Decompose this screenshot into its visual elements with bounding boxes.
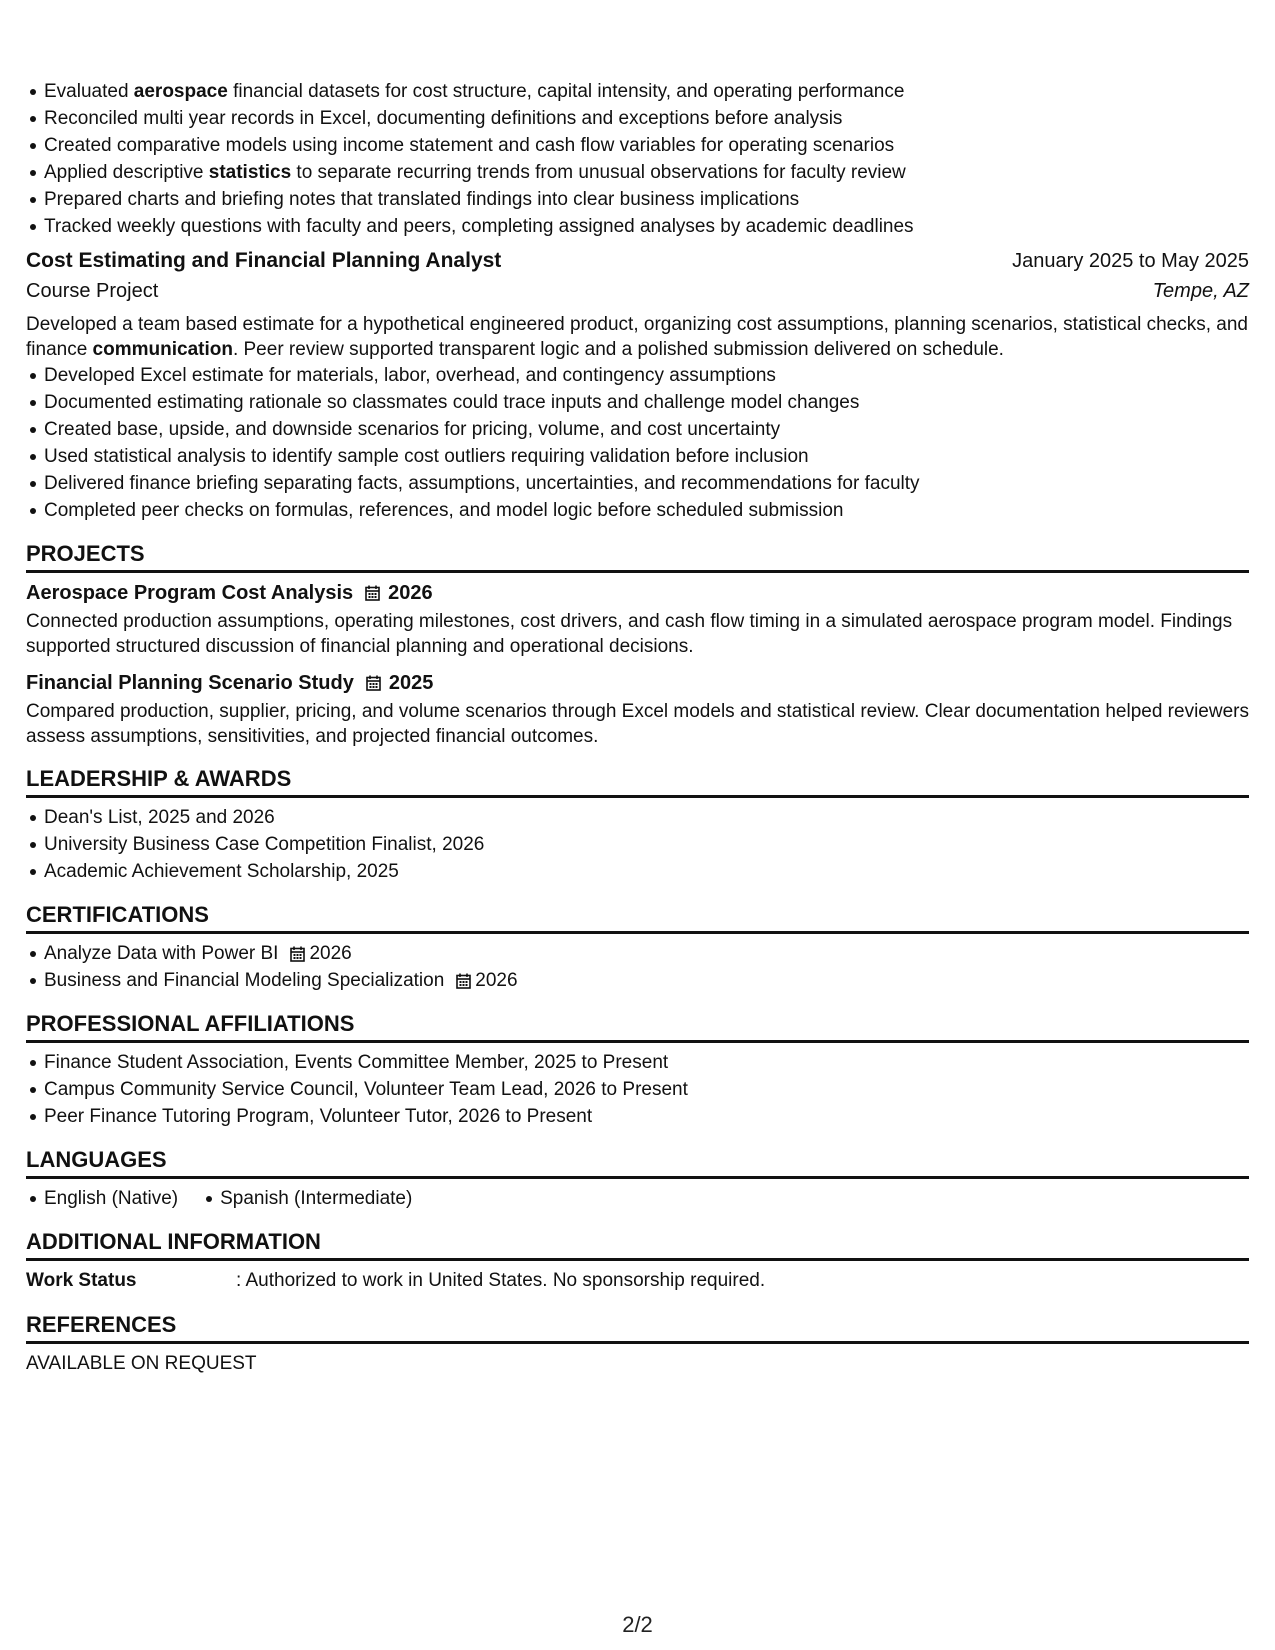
list-item: Created comparative models using income statement and cash flow variables for operating scenarios	[44, 132, 1249, 159]
list-item: Evaluated aerospace financial datasets for cost structure, capital intensity, and operating performance	[44, 78, 1249, 105]
certification-name: Analyze Data with Power BI	[44, 943, 279, 964]
list-item: Delivered finance briefing separating facts, assumptions, uncertainties, and recommendations for faculty	[44, 470, 1249, 497]
section-heading-leadership: LEADERSHIP & AWARDS	[26, 765, 1249, 798]
calendar-icon	[290, 946, 305, 962]
references-text: AVAILABLE ON REQUEST	[26, 1353, 257, 1374]
project-year: 2026	[388, 582, 433, 604]
role-organization: Course Project	[26, 280, 159, 302]
project-header	[26, 669, 1249, 697]
section-heading-languages: LANGUAGES	[26, 1146, 1249, 1179]
work-status-row	[26, 1267, 1249, 1295]
list-item: Reconciled multi year records in Excel, documenting definitions and exceptions before analysis	[44, 105, 1249, 132]
list-item: Created base, upside, and downside scenarios for pricing, volume, and cost uncertainty	[44, 416, 1249, 443]
list-item: Developed Excel estimate for materials, labor, overhead, and contingency assumptions	[44, 362, 1249, 389]
project-description: Connected production assumptions, operating milestones, cost drivers, and cash flow timing in a simulated aerospace program model. Findings supported structured discussion of financial planning and operational decisions.	[26, 611, 1233, 657]
section-heading-affiliations: PROFESSIONAL AFFILIATIONS	[26, 1010, 1249, 1043]
calendar-icon	[365, 585, 380, 601]
list-item: Completed peer checks on formulas, references, and model logic before scheduled submission	[44, 497, 1249, 524]
work-status-value: : Authorized to work in United States. No sponsorship required.	[236, 1270, 766, 1291]
list-item: Finance Student Association, Events Committee Member, 2025 to Present	[44, 1049, 1249, 1076]
list-item: English (Native)	[44, 1185, 178, 1212]
list-item	[44, 967, 1249, 994]
section-heading-certifications: CERTIFICATIONS	[26, 901, 1249, 934]
section-heading-references: REFERENCES	[26, 1311, 1249, 1344]
list-item: Peer Finance Tutoring Program, Volunteer Tutor, 2026 to Present	[44, 1103, 1249, 1130]
project-year: 2025	[388, 672, 434, 694]
role-location: Tempe, AZ	[1152, 280, 1249, 302]
project-name: Financial Planning Scenario Study	[26, 672, 354, 694]
certification-year: 2026	[309, 943, 352, 964]
calendar-icon	[366, 675, 381, 691]
list-item: Tracked weekly questions with faculty and peers, completing assigned analyses by academic deadlines	[44, 213, 1249, 240]
role-subheader	[26, 276, 1249, 306]
affiliations-list	[26, 1049, 1249, 1130]
page-number: 2/2	[622, 1612, 653, 1637]
role-bullets	[26, 362, 1249, 524]
role-header	[26, 246, 1249, 276]
languages-list	[26, 1185, 1249, 1212]
calendar-icon	[456, 973, 471, 989]
certification-year: 2026	[475, 970, 518, 991]
certifications-list	[26, 940, 1249, 994]
project-name: Aerospace Program Cost Analysis	[26, 582, 354, 604]
experience-bullets-prior	[26, 78, 1249, 240]
list-item: Documented estimating rationale so classmates could trace inputs and challenge model changes	[44, 389, 1249, 416]
list-item: Dean's List, 2025 and 2026	[44, 804, 1249, 831]
list-item: Applied descriptive statistics to separate recurring trends from unusual observations for faculty review	[44, 159, 1249, 186]
section-heading-projects: PROJECTS	[26, 540, 1249, 573]
resume-page	[26, 78, 1249, 1378]
role-summary: Developed a team based estimate for a hypothetical engineered product, organizing cost assumptions, planning scenarios, statistical checks, and finance communication. Peer review supported transparent logic and a polished submission delivered on schedule.	[26, 314, 1248, 360]
list-item	[44, 940, 1249, 967]
list-item: Academic Achievement Scholarship, 2025	[44, 858, 1249, 885]
role-dates: January 2025 to May 2025	[1012, 250, 1249, 272]
list-item: University Business Case Competition Finalist, 2026	[44, 831, 1249, 858]
list-item: Prepared charts and briefing notes that translated findings into clear business implications	[44, 186, 1249, 213]
list-item: Spanish (Intermediate)	[220, 1185, 412, 1212]
project-description: Compared production, supplier, pricing, and volume scenarios through Excel models and statistical review. Clear documentation helped reviewers assess assumptions, sensitivities, and projected financial outcomes.	[26, 701, 1249, 747]
leadership-list	[26, 804, 1249, 885]
list-item: Used statistical analysis to identify sample cost outliers requiring validation before inclusion	[44, 443, 1249, 470]
list-item: Campus Community Service Council, Volunteer Team Lead, 2026 to Present	[44, 1076, 1249, 1103]
project-header	[26, 579, 1249, 607]
work-status-label: Work Status	[26, 1270, 137, 1291]
role-title: Cost Estimating and Financial Planning Analyst	[26, 249, 502, 272]
section-heading-additional-information: ADDITIONAL INFORMATION	[26, 1228, 1249, 1261]
certification-name: Business and Financial Modeling Specialization	[44, 970, 445, 991]
